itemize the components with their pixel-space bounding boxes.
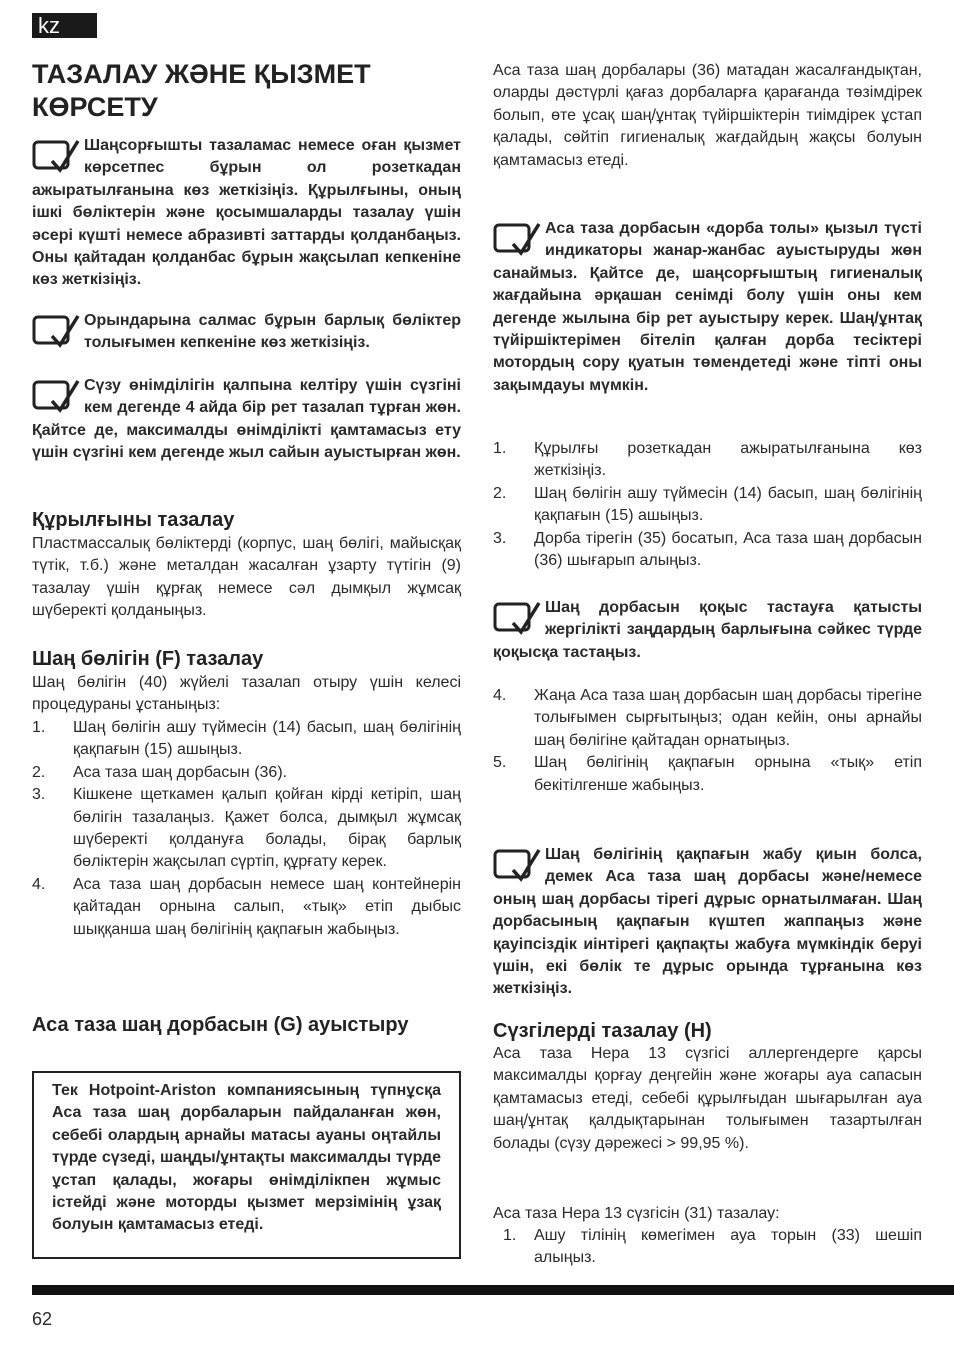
bag-steps-list-b	[493, 685, 922, 797]
step-number: 1.	[493, 440, 507, 457]
step-number: 3.	[493, 529, 507, 547]
heading-device-cleaning: Құрылғыны тазалау	[32, 509, 235, 531]
list-item	[493, 483, 922, 528]
checkbox-check-icon	[32, 137, 82, 173]
list-item	[493, 1225, 922, 1270]
heading-bag-replacement: Аса таза шаң дорбасын (G) ауыстыру	[32, 1014, 409, 1036]
note-filter-cleaning	[32, 375, 461, 465]
paragraph-device-cleaning: Пластмассалық бөліктерді (корпус, шаң бөлігі, майысқақ түтік, т.б.) және металдан жасалған ұзарту түтігін (9) тазалау үшін құрғақ немесе сәл дымқыл жұмсақ шүберекті қолданыңыз.	[32, 535, 461, 620]
step-number: 1.	[503, 1227, 517, 1244]
step-number: 5.	[493, 754, 507, 772]
step-text: Шаң бөлігінің қақпағын орнына «тық» етіп бекітілгенше жабыңыз.	[534, 754, 922, 794]
checkbox-check-icon	[493, 846, 543, 882]
list-item	[32, 874, 461, 941]
dust-steps-list	[32, 717, 461, 941]
footer-rule	[32, 1285, 954, 1295]
note-text: Шаң дорбасын қоқыс тастауға қатысты жергілікті заңдардың барлығына сәйкес түрде қоқысқа тастаңыз.	[493, 599, 922, 661]
list-item	[32, 717, 461, 762]
original-bags-notice: Тек Hotpoint-Ariston компаниясының түпнұсқа Аса таза шаң дорбаларын пайдаланған жөн, себебі олардың арнайы матасы ауаны оңтайлы түрде сүзеді, шаңды/ұнтақты максималды түрде ұстап қалады, жоғары өнімділікпен жұмыс істейді және моторды қызмет мерзімінің ұзақ болуын қамтамасыз етеді.	[32, 1071, 461, 1259]
page-title: ТАЗАЛАУ ЖӘНЕ ҚЫЗМЕТ КӨРСЕТУ	[32, 59, 371, 122]
list-item	[32, 784, 461, 874]
step-number: 1.	[32, 719, 46, 736]
note-dry-parts	[32, 310, 461, 355]
page-number: 62	[32, 1309, 53, 1329]
list-item	[32, 762, 461, 784]
heading-dust-compartment: Шаң бөлігін (F) тазалау	[32, 648, 264, 670]
note-text: Орындарына салмас бұрын барлық бөліктер толығымен кепкеніне көз жеткізіңіз.	[84, 312, 461, 352]
note-lid-closing	[493, 844, 922, 1001]
note-text: Шаң бөлігінің қақпағын жабу қиын болса, демек Аса таза шаң дорбасы және/немесе оның шаң дорбасы тірегі дұрыс орнатылмаған. Шаң дорбасының қақпағын күштеп жаппаңыз және қауіпсіздік иінтірегі қақпақты жабуға мүмкіндік беруі үшін, екі бөлік те дұрыс орында тұрғанына көз жеткізіңіз.	[493, 846, 922, 998]
step-text: Аса таза шаң дорбасын (36).	[73, 763, 288, 781]
step-number: 2.	[32, 763, 46, 781]
note-text: Сүзу өнімділігін қалпына келтіру үшін сүзгіні кем дегенде 4 айда бір рет тазалап тұрған жөн. Қайтсе де, максималды өнімділікті қамтамасыз ету үшін сүзгіні кем дегенде жыл сайын ауыстырған жөн.	[32, 377, 461, 462]
step-text: Кішкене щеткамен қалып қойған кірді кетіріп, шаң бөлігін тазалаңыз. Қажет болса, дымқыл жұмсақ шүберекті қолдануға болады, бірақ барлық бөліктерін жақсылап сүртіп, құрғату керек.	[73, 786, 461, 871]
step-number: 3.	[32, 786, 46, 804]
checkbox-check-icon	[493, 220, 543, 256]
note-text: Шаңсорғышты тазаламас немесе оған қызмет көрсетпес бұрын ол розеткадан ажыратылғанына көз жеткізіңіз. Құрылғыны, оның ішкі бөліктерін және қосымшаларды тазалау үшін әсері күшті немесе абразивті заттарды қолданбаңыз. Оны қайтадан қолданбас бұрын жақсылап кепкеніне көз жеткізіңіз.	[32, 137, 461, 289]
list-item	[493, 438, 922, 483]
paragraph-hepa-cleaning: Аса таза Hepa 13 сүзгісін (31) тазалау:	[493, 1205, 780, 1222]
step-text: Ашу тілінің көмегімен ауа торын (33) шешіп алыңыз.	[534, 1227, 922, 1267]
list-item	[493, 528, 922, 573]
checkbox-check-icon	[32, 377, 82, 413]
note-text: Аса таза дорбасын «дорба толы» қызыл түсті индикаторы жанар-жанбас ауыстыруды жөн санаймыз. Қайтсе де, шаңсорғыштың гигиеналық жағдайына әрқашан сенімді болу үшін оны кем дегенде жылына бір рет ауыстыру керек. Шаң/ұнтақ түйіршіктерімен бітеліп қалған дорба тесіктері мотордың сору қуатын төмендетеді және тіпті оны зақымдауы мүмкін.	[493, 220, 922, 394]
bag-steps-list-a	[493, 438, 922, 572]
paragraph-hepa: Аса таза Hepa 13 сүзгісі аллергендерге қарсы максималды қорғау деңгейін және жоғары ауа сапасын қамтамасыз етеді, себебі құрылғыдан шығарылған ауа шаң/ұнтақ қалдықтарынан толығымен тазартылған болады (сүзу дәрежесі > 99,95 %).	[493, 1045, 922, 1152]
checkbox-check-icon	[493, 599, 543, 635]
step-text: Дорба тірегін (35) босатып, Аса таза шаң дорбасын (36) шығарып алыңыз.	[534, 529, 922, 570]
step-text: Құрылғы розеткадан ажыратылғанына көз жеткізіңіз.	[534, 440, 922, 480]
step-text: Шаң бөлігін ашу түймесін (14) басып, шаң бөлігінің қақпағын (15) ашыңыз.	[534, 484, 922, 525]
paragraph-dust-intro: Шаң бөлігін (40) жүйелі тазалап отыру үшін келесі процедураны ұстаныңыз:	[32, 674, 461, 714]
step-text: Шаң бөлігін ашу түймесін (14) басып, шаң бөлігінің қақпағын (15) ашыңыз.	[73, 719, 461, 759]
filter-steps-list	[493, 1225, 922, 1270]
step-text: Аса таза шаң дорбасын немесе шаң контейнерін қайтадан орнына салып, «тық» етіп дыбыс шыққанша шаң бөлігінің қақпағын жабыңыз.	[73, 875, 461, 938]
checkbox-check-icon	[32, 312, 82, 348]
note-bag-full	[493, 218, 922, 397]
step-number: 2.	[493, 484, 507, 502]
list-item	[493, 685, 922, 752]
heading-filter-cleaning: Сүзгілерді тазалау (H)	[493, 1020, 712, 1042]
step-text: Жаңа Аса таза шаң дорбасын шаң дорбасы тірегіне толығымен сырғытыңыз; одан кейін, оны арнайы шаң бөлігіне қайтадан орнатыңыз.	[534, 687, 922, 749]
step-number: 4.	[493, 687, 507, 704]
paragraph-bags: Аса таза шаң дорбалары (36) матадан жасалғандықтан, оларды дәстүрлі қағаз дорбаларға қарағанда төзімдірек болып, өте ұсақ шаң/ұнтақ түйіршіктерін тиімдірек ұстап қалады, сөйтіп гигиеналық жағдайдың жақсы болуын қамтамасыз етеді.	[493, 62, 922, 169]
note-bag-disposal	[493, 597, 922, 664]
list-item	[493, 752, 922, 797]
note-unplug	[32, 135, 461, 292]
step-number: 4.	[32, 875, 46, 893]
language-tag: kz	[32, 13, 97, 38]
